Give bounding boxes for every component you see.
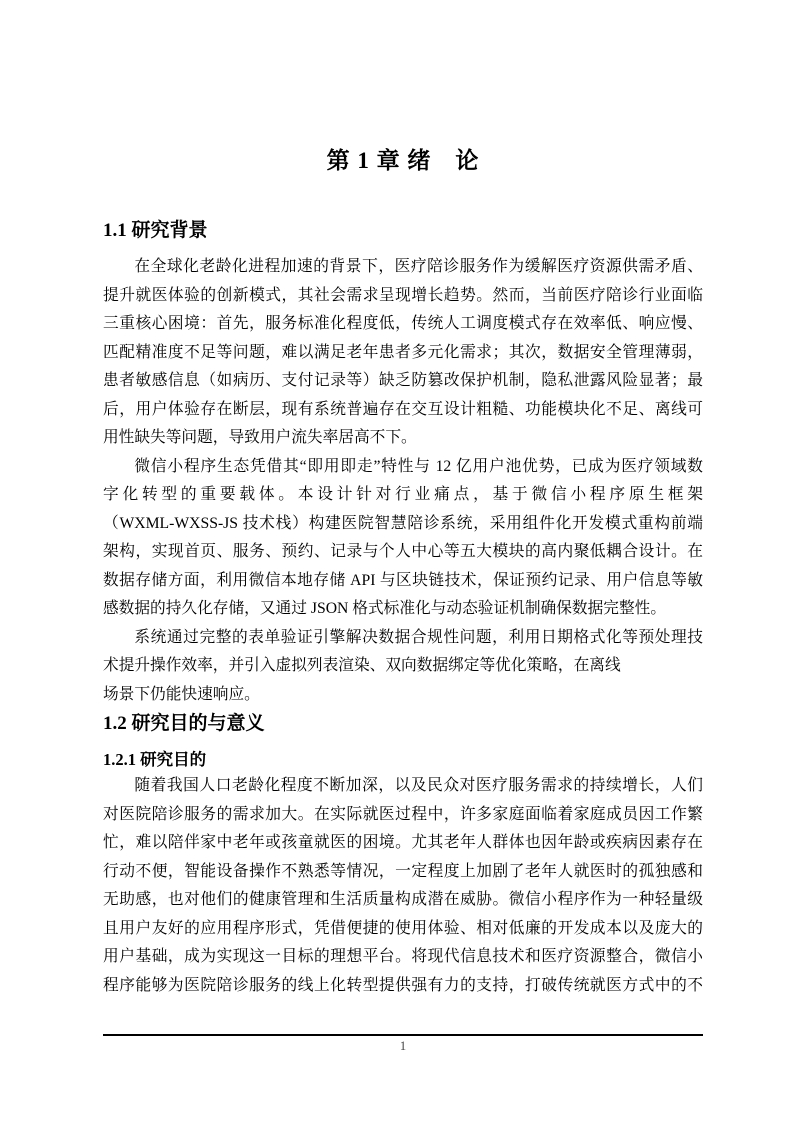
body-line: 用性缺失等问题，导致用户流失率居高不下。: [103, 429, 417, 446]
body-line: 且用户友好的应用程序形式，凭借便捷的使用体验、相对低廉的开发成本以及庞大的: [103, 919, 703, 937]
paragraph: [103, 253, 703, 453]
body-line: 数据存储方面，利用微信本地存储 API 与区块链技术，保证预约记录、用户信息等敏: [103, 571, 703, 589]
body-line: 场景下仍能快速响应。: [103, 685, 260, 703]
body-line: 系统通过完整的表单验证引擎解决数据合规性问题，利用日期格式化等预处理技: [134, 628, 703, 646]
body-line: 随着我国人口老龄化程度不断加深，以及民众对医疗服务需求的持续增长，人们: [134, 777, 703, 794]
body-line: 患者敏感信息（如病历、支付记录等）缺乏防篡改保护机制，隐私泄露风险显著；最: [103, 372, 703, 389]
body-line: （WXML-WXSS-JS 技术栈）构建医院智慧陪诊系统，采用组件化开发模式重构前端: [103, 514, 703, 532]
section-heading: 1.2 研究目的与意义: [103, 713, 265, 734]
footer-rule: [103, 1034, 703, 1036]
body-line: 程序能够为医院陪诊服务的线上化转型提供强有力的支持，打破传统就医方式中的不: [103, 976, 703, 994]
body-line: 架构，实现首页、服务、预约、记录与个人中心等五大模块的高内聚低耦合设计。在: [103, 543, 703, 560]
body-line: 微信小程序生态凭借其“即用即走”特性与 12 亿用户池优势，已成为医疗领域数: [134, 457, 703, 475]
body-line: 忙，难以陪伴家中老年或孩童就医的困境。尤其老年人群体也因年龄或疾病因素存在: [103, 834, 703, 851]
paragraph: [103, 453, 703, 624]
body-line: 感数据的持久化存储，又通过 JSON 格式标准化与动态验证机制确保数据完整性。: [103, 600, 667, 617]
body-line: 提升就医体验的创新模式，其社会需求呈现增长趋势。然而，当前医疗陪诊行业面临: [103, 286, 703, 304]
body-line: 字化转型的重要载体。本设计针对行业痛点，基于微信小程序原生框架: [103, 486, 703, 503]
body-line: 用户基础，成为实现这一目标的理想平台。将现代信息技术和医疗资源整合，微信小: [103, 948, 703, 965]
page-content: [103, 0, 703, 1000]
body-line: 无助感，也对他们的健康管理和生活质量构成潜在威胁。微信小程序作为一种轻量级: [103, 891, 703, 908]
body-line: 匹配精准度不足等问题，难以满足老年患者多元化需求；其次，数据安全管理薄弱，: [103, 343, 703, 361]
page-number: 1: [399, 1039, 407, 1053]
body-line: 行动不便，智能设备操作不熟悉等情况，一定程度上加剧了老年人就医时的孤独感和: [103, 862, 703, 880]
document-body: [103, 218, 703, 1000]
body-line: 术提升操作效率，并引入虚拟列表渲染、双向数据绑定等优化策略，在离线: [103, 657, 621, 674]
chapter-title: 第 1 章 绪 论: [326, 148, 480, 173]
body-line: 对医院陪诊服务的需求加大。在实际就医过程中，许多家庭面临着家庭成员因工作繁: [103, 805, 703, 823]
paragraph: [103, 772, 703, 1000]
subsection-heading: 1.2.1 研究目的: [103, 750, 207, 769]
body-line: 三重核心困境：首先，服务标准化程度低，传统人工调度模式存在效率低、响应慢、: [103, 315, 703, 332]
body-line: 后，用户体验存在断层，现有系统普遍存在交互设计粗糙、功能模块化不足、离线可: [103, 400, 703, 418]
section-heading: 1.1 研究背景: [103, 220, 208, 241]
paragraph: [103, 624, 703, 710]
body-line: 在全球化老龄化进程加速的背景下，医疗陪诊服务作为缓解医疗资源供需矛盾、: [134, 258, 703, 275]
